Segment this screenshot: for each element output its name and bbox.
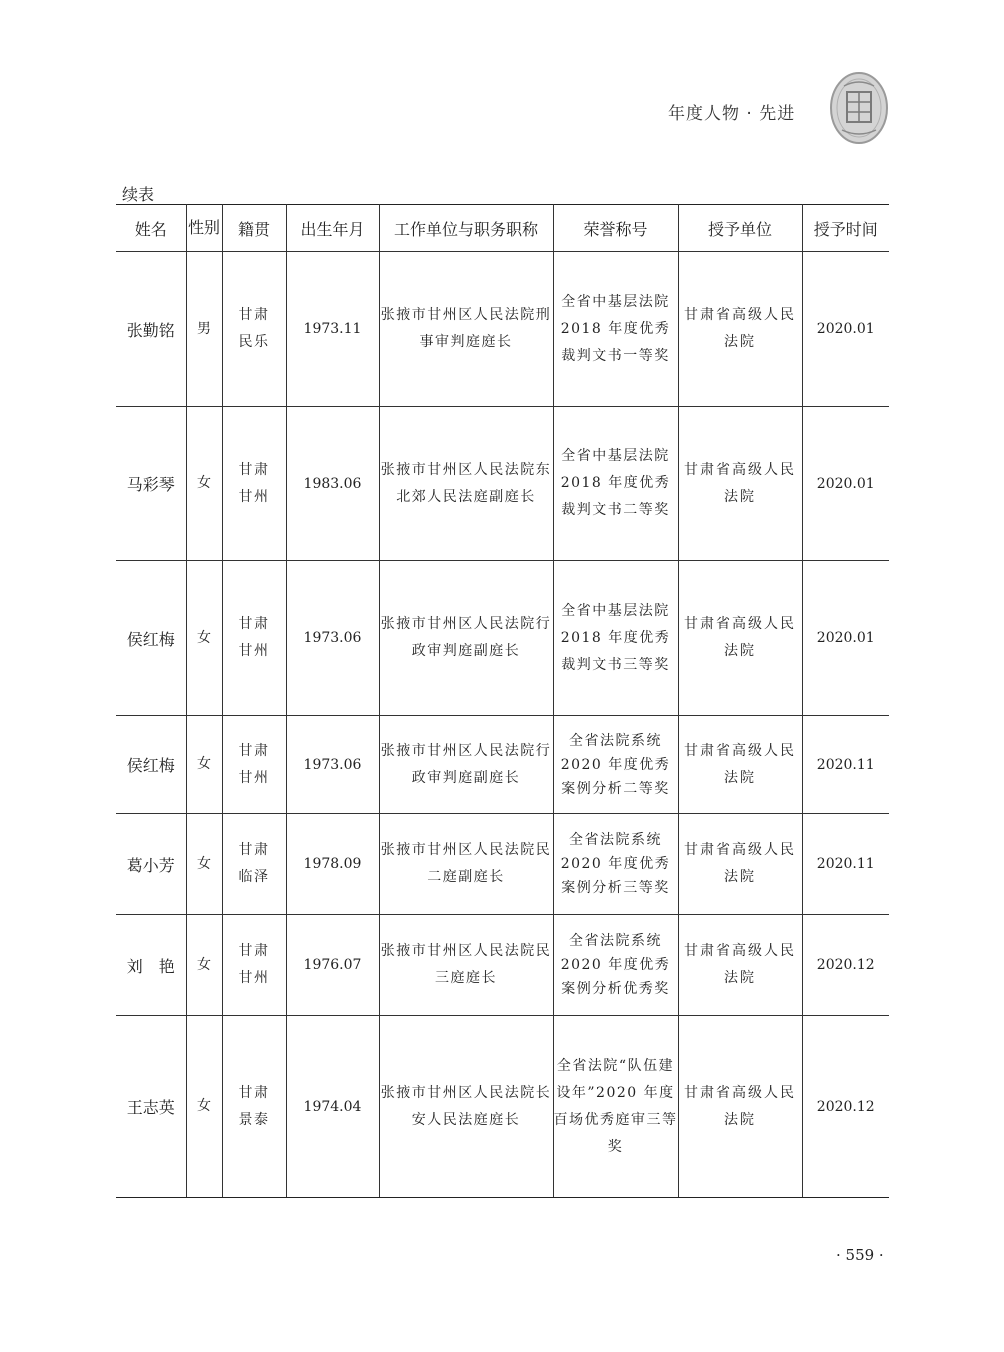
cell-honor: 全省法院系统 2020 年度优秀案例分析三等奖 xyxy=(553,814,678,915)
cell-sex: 女 xyxy=(186,915,222,1016)
cell-honor: 全省法院“队伍建设年”2020 年度百场优秀庭审三等奖 xyxy=(553,1016,678,1198)
cell-date: 2020.01 xyxy=(802,252,889,407)
col-header-date: 授予时间 xyxy=(802,205,889,252)
cell-unit: 甘肃省高级人民法院 xyxy=(678,252,802,407)
cell-name: 葛小芳 xyxy=(116,814,186,915)
cell-work: 张掖市甘州区人民法院民三庭庭长 xyxy=(379,915,553,1016)
cell-work: 张掖市甘州区人民法院民二庭副庭长 xyxy=(379,814,553,915)
cell-origin: 甘肃甘州 xyxy=(222,407,286,561)
cell-work: 张掖市甘州区人民法院东北郊人民法庭副庭长 xyxy=(379,407,553,561)
table-header-row xyxy=(116,205,889,252)
cell-date: 2020.01 xyxy=(802,407,889,561)
table-row xyxy=(116,561,889,716)
cell-unit: 甘肃省高级人民法院 xyxy=(678,716,802,814)
table-row xyxy=(116,407,889,561)
col-header-unit: 授予单位 xyxy=(678,205,802,252)
cell-honor: 全省法院系统 2020 年度优秀案例分析二等奖 xyxy=(553,716,678,814)
running-header: 年度人物 · 先进 xyxy=(668,104,796,124)
cell-name: 王志英 xyxy=(116,1016,186,1198)
cell-sex: 女 xyxy=(186,814,222,915)
cell-date: 2020.11 xyxy=(802,814,889,915)
cell-honor: 全省中基层法院 2018 年度优秀裁判文书三等奖 xyxy=(553,561,678,716)
cell-date: 2020.11 xyxy=(802,716,889,814)
cell-sex: 男 xyxy=(186,252,222,407)
cell-honor: 全省中基层法院 2018 年度优秀裁判文书二等奖 xyxy=(553,407,678,561)
cell-date: 2020.01 xyxy=(802,561,889,716)
cell-date: 2020.12 xyxy=(802,915,889,1016)
table-row xyxy=(116,814,889,915)
cell-birth: 1973.06 xyxy=(286,561,379,716)
cell-birth: 1978.09 xyxy=(286,814,379,915)
page-number: · 559 · xyxy=(836,1246,884,1264)
table-caption: 续表 xyxy=(122,185,155,204)
table-row xyxy=(116,915,889,1016)
cell-birth: 1973.06 xyxy=(286,716,379,814)
cell-origin: 甘肃景泰 xyxy=(222,1016,286,1198)
seal-emblem-icon xyxy=(826,70,892,146)
col-header-sex: 性别 xyxy=(186,205,222,252)
col-header-name: 姓名 xyxy=(116,205,186,252)
cell-name: 侯红梅 xyxy=(116,716,186,814)
cell-sex: 女 xyxy=(186,407,222,561)
cell-honor: 全省中基层法院 2018 年度优秀裁判文书一等奖 xyxy=(553,252,678,407)
cell-name: 侯红梅 xyxy=(116,561,186,716)
col-header-work: 工作单位与职务职称 xyxy=(379,205,553,252)
cell-origin: 甘肃民乐 xyxy=(222,252,286,407)
cell-work: 张掖市甘州区人民法院行政审判庭副庭长 xyxy=(379,716,553,814)
honors-table xyxy=(116,204,889,1198)
cell-unit: 甘肃省高级人民法院 xyxy=(678,814,802,915)
cell-birth: 1976.07 xyxy=(286,915,379,1016)
table-row xyxy=(116,1016,889,1198)
cell-unit: 甘肃省高级人民法院 xyxy=(678,561,802,716)
cell-date: 2020.12 xyxy=(802,1016,889,1198)
table-row xyxy=(116,716,889,814)
cell-name: 张勤铭 xyxy=(116,252,186,407)
cell-work: 张掖市甘州区人民法院刑事审判庭庭长 xyxy=(379,252,553,407)
table-row xyxy=(116,252,889,407)
col-header-birth: 出生年月 xyxy=(286,205,379,252)
cell-birth: 1983.06 xyxy=(286,407,379,561)
cell-sex: 女 xyxy=(186,561,222,716)
cell-origin: 甘肃甘州 xyxy=(222,716,286,814)
cell-birth: 1974.04 xyxy=(286,1016,379,1198)
cell-work: 张掖市甘州区人民法院长安人民法庭庭长 xyxy=(379,1016,553,1198)
col-header-honor: 荣誉称号 xyxy=(553,205,678,252)
cell-honor: 全省法院系统 2020 年度优秀案例分析优秀奖 xyxy=(553,915,678,1016)
cell-sex: 女 xyxy=(186,716,222,814)
cell-origin: 甘肃甘州 xyxy=(222,915,286,1016)
cell-name: 刘 艳 xyxy=(116,915,186,1016)
cell-unit: 甘肃省高级人民法院 xyxy=(678,407,802,561)
cell-work: 张掖市甘州区人民法院行政审判庭副庭长 xyxy=(379,561,553,716)
cell-unit: 甘肃省高级人民法院 xyxy=(678,1016,802,1198)
cell-unit: 甘肃省高级人民法院 xyxy=(678,915,802,1016)
col-header-origin: 籍贯 xyxy=(222,205,286,252)
cell-sex: 女 xyxy=(186,1016,222,1198)
cell-origin: 甘肃临泽 xyxy=(222,814,286,915)
cell-name: 马彩琴 xyxy=(116,407,186,561)
cell-birth: 1973.11 xyxy=(286,252,379,407)
cell-origin: 甘肃甘州 xyxy=(222,561,286,716)
